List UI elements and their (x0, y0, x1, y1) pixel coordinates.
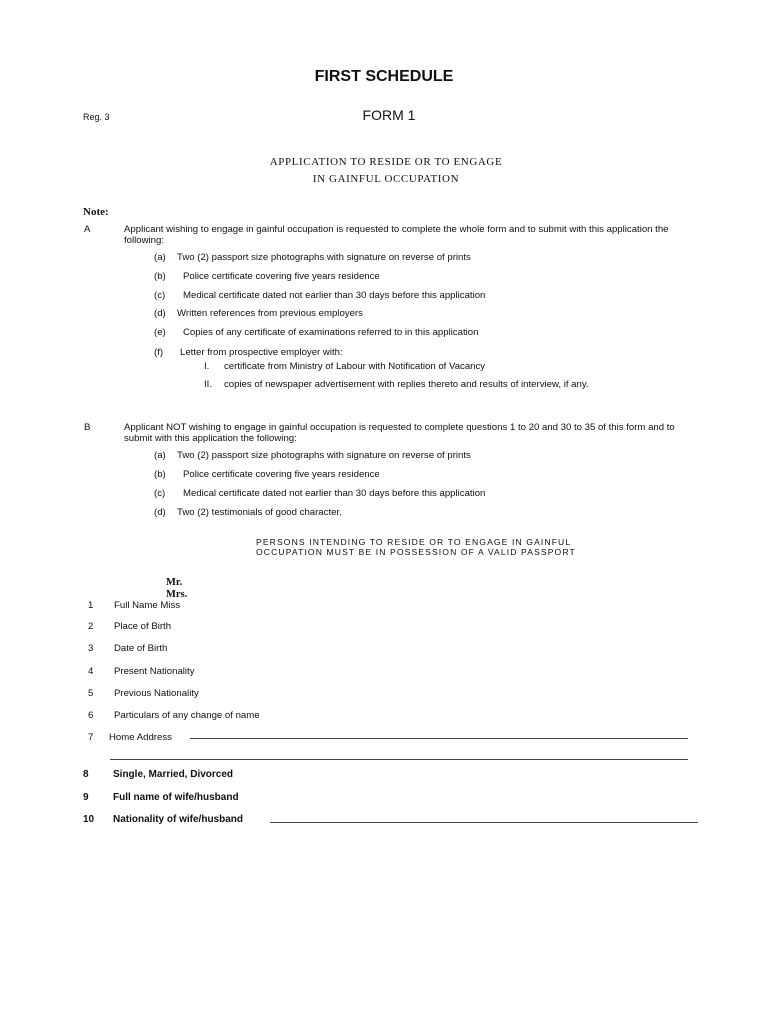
section-b-item: Two (2) passport size photographs with signature on reverse of prints (177, 450, 471, 461)
section-a-item-mark: (b) (154, 271, 166, 282)
home-address-line[interactable] (190, 738, 688, 739)
section-a-letter: A (84, 224, 91, 235)
question-label-change-of-name: Particulars of any change of name (114, 710, 260, 721)
schedule-title: FIRST SCHEDULE (314, 68, 454, 85)
section-a-item: Police certificate covering five years residence (183, 271, 380, 282)
question-number: 3 (88, 643, 94, 654)
section-a-subitem-mark: II. (204, 379, 212, 390)
question-label-spouse-name: Full name of wife/husband (113, 792, 239, 803)
section-b-item-mark: (d) (154, 507, 166, 518)
application-title-line1: APPLICATION TO RESIDE OR TO ENGAGE (269, 156, 503, 168)
home-address-line-2[interactable] (110, 759, 688, 760)
passport-notice-line2: OCCUPATION MUST BE IN POSSESSION OF A VALID PASSPORT (256, 547, 576, 557)
question-label-previous-nationality: Previous Nationality (114, 688, 199, 699)
question-number: 7 (88, 732, 94, 743)
section-a-intro: Applicant wishing to engage in gainful occupation is requested to complete the whole form and to submit with this application the following: (124, 224, 669, 246)
question-label-full-name: Full Name Miss (114, 600, 181, 611)
question-label-spouse-nationality: Nationality of wife/husband (113, 814, 244, 825)
question-number: 9 (83, 792, 89, 803)
question-number: 8 (83, 769, 89, 780)
question-number: 4 (88, 666, 94, 677)
note-label: Note: (83, 206, 109, 218)
question-label-place-of-birth: Place of Birth (114, 621, 172, 632)
section-b-item-mark: (a) (154, 450, 166, 461)
section-a-item-mark: (a) (154, 252, 166, 263)
application-title-line2: IN GAINFUL OCCUPATION (312, 173, 460, 185)
section-b-item: Two (2) testimonials of good character. (177, 507, 342, 518)
section-a-subitem: copies of newspaper advertisement with replies thereto and results of interview, if any. (224, 379, 589, 390)
form-title: FORM 1 (362, 107, 416, 123)
section-b-item-mark: (b) (154, 469, 166, 480)
question-number: 2 (88, 621, 94, 632)
section-b-letter: B (84, 422, 91, 433)
spouse-nationality-line[interactable] (270, 822, 698, 823)
question-number: 1 (88, 600, 94, 611)
section-a-item-mark: (d) (154, 308, 166, 319)
question-number: 6 (88, 710, 94, 721)
section-a-item: Written references from previous employers (177, 308, 363, 319)
section-a-item-mark: (e) (154, 327, 166, 338)
reg-label: Reg. 3 (83, 112, 110, 122)
question-label-marital-status: Single, Married, Divorced (113, 769, 234, 780)
title-mr: Mr. (166, 577, 183, 588)
section-a-item: Copies of any certificate of examinations referred to in this application (183, 327, 479, 338)
question-label-date-of-birth: Date of Birth (114, 643, 168, 654)
section-a-item-mark: (c) (154, 290, 166, 301)
section-a-subitem-mark: I. (204, 361, 210, 372)
question-number: 10 (83, 814, 95, 825)
section-a-item: Letter from prospective employer with: (180, 347, 343, 358)
section-b-intro: Applicant NOT wishing to engage in gainful occupation is requested to complete questions 1 to 20 and 30 to 35 of this form and to submit with this application the following: (124, 422, 675, 444)
section-b-item-mark: (c) (154, 488, 166, 499)
title-mrs: Mrs. (166, 589, 188, 600)
section-a-subitem: certificate from Ministry of Labour with Notification of Vacancy (224, 361, 486, 372)
question-label-home-address: Home Address (109, 732, 172, 743)
question-label-present-nationality: Present Nationality (114, 666, 195, 677)
section-b-item: Medical certificate dated not earlier than 30 days before this application (183, 488, 486, 499)
section-a-item: Two (2) passport size photographs with signature on reverse of prints (177, 252, 471, 263)
passport-notice-line1: PERSONS INTENDING TO RESIDE OR TO ENGAGE IN GAINFUL (256, 537, 572, 547)
section-b-item: Police certificate covering five years residence (183, 469, 380, 480)
question-number: 5 (88, 688, 94, 699)
section-a-item-mark: (f) (154, 347, 164, 358)
section-a-item: Medical certificate dated not earlier than 30 days before this application (183, 290, 486, 301)
